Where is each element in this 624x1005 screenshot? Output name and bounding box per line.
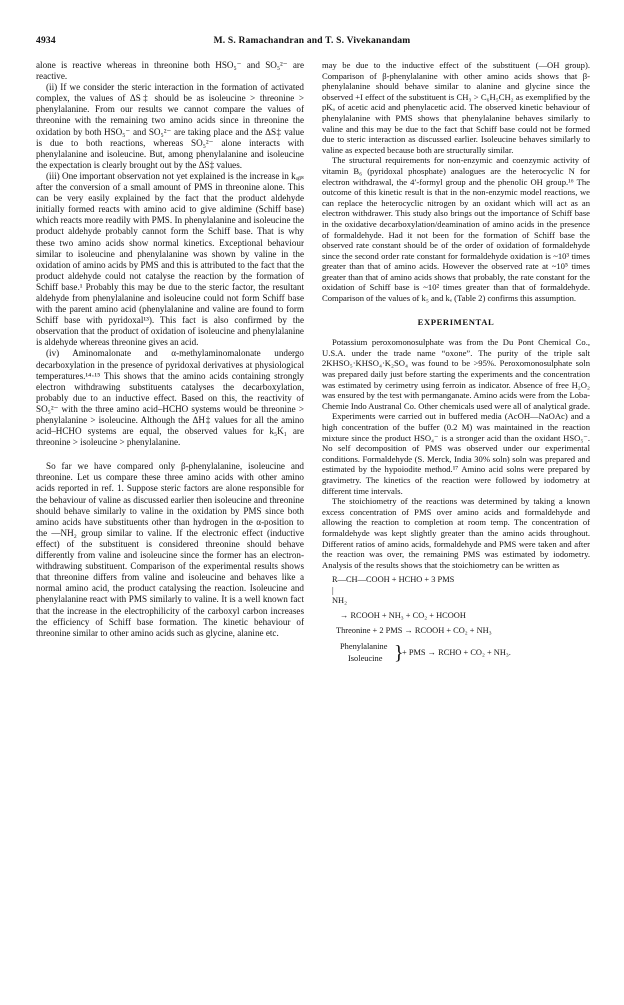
brace-icon: } — [394, 641, 404, 664]
page-number: 4934 — [36, 36, 56, 46]
equation-2-threonine: Threonine + 2 PMS → RCOOH + CO₂ + NH₃ — [336, 626, 492, 636]
equation-3 — [340, 642, 590, 666]
page-header — [36, 36, 588, 50]
stoichiometry-equations — [322, 575, 590, 666]
paragraph: Potassium peroxomonosulphate was from the Du Pont Chemical Co., U.S.A. under the trade name “oxone”. The purity of the triple salt 2KHSO₅·KHSO₄·K₂SO₄ was found to be >95%. Peroxomonosulphate soln was prepared daily just before starting the experiments and the concentration was estimated by cerimetry using ferroin as indicator. Absence of free H₂O₂ was ensured by the test with permanganate. Amino acids were from the Loba-Chemie Indo Austranal Co. Other chemicals used were all of analytical grade. — [322, 337, 590, 411]
equation-1-bond: | — [332, 585, 334, 595]
paragraph: (ii) If we consider the steric interaction in the formation of activated complex, the values of ΔS‡ should be as isoleucine > threonine > phenylalanine. From our results we cannot compare the values of threonine with the remaining two amino acids since in threonine the oxidation by both HSO₅⁻ and SO₅²⁻ are taking place and the ΔS‡ value is due to both reactions, whereas SO₅²⁻ alone interacts with phenylalanine and isoleucine. But, among phenylalanine and isoleucine the expectation is clearly brought out by the ΔS‡ values. — [36, 82, 304, 170]
equation-1-reactants: R—CH—COOH + HCHO + 3 PMS — [332, 575, 455, 585]
equation-3-products: + PMS → RCHO + CO₂ + NH₃. — [402, 647, 511, 657]
paragraph: So far we have compared only β-phenylalanine, isoleucine and threonine. Let us compare these three amino acids with other amino acids reported in ref. 1. Suppose steric factors are alone responsible for the behaviour of valine as discussed earlier then isoleucine and threonine should behave similarly to valine in the oxidation by PMS since both amino acids have substituents other than hydrogen in the α-position to the —NH₂ group similar to valine. If the electronic effect (inductive effect) of the substituent is considered threonine should behave differently from valine and isoleucine since the former has an electron-withdrawing substituent. Comparison of the experimental results shows that threonine differs from valine and isoleucine and behaves like a normal amino acid, the product catalysing the reaction. Isoleucine and phenylalanine react with PMS similarly to valine. It is a well known fact that the increase in the electrophilicity of the carboxyl carbon increases the efficiency of Schiff base formation. The kinetic behaviour of threonine similar to other amino acids such as glycine, alanine etc. — [36, 461, 304, 638]
paragraph: The structural requirements for non-enzymic and coenzymic activity of vitamin B₆ (pyridoxal phosphate) analogues are the heterocyclic N for electron withdrawal, the 4′-formyl group and the phenolic OH group.¹⁶ The outcome of this kinetic result is that in the non-enzymic model reactions, we can replace the heterocyclic nitrogen by an oxidant which will act as an electron withdrawer. This study also brings out the importance of Schiff base in the oxidative decarboxylation/deamination of amino acids in the presence of formaldehyde. Had it not been for the formation of Schiff base the observed rate constant should be of the order of oxidation of formaldehyde since the second order rate constant for formaldehyde oxidation is ~10³ times greater than that of amino acids. However the observed rate at ~10⁵ times greater than that of amino acids shows that probably, the rate constant for the oxidation of Schiff base is ~10² times greater than that of formaldehyde. Comparison of the values of k₅ and kₑ (Table 2) confirms this assumption. — [322, 155, 590, 304]
running-authors: M. S. Ramachandran and T. S. Vivekanandam — [213, 36, 411, 46]
equation-3-isoleucine: Isoleucine — [348, 653, 383, 663]
paragraph: alone is reactive whereas in threonine both HSO₅⁻ and SO₅²⁻ are reactive. — [36, 60, 304, 82]
equation-1-amine: NH₂ — [332, 596, 348, 606]
paragraph: Experiments were carried out in buffered media (AcOH—NaOAc) and a high concentration of the buffer (0.2 M) was maintained in the reaction mixture since the product HSO₄⁻ is a stronger acid than the oxidant HSO₅⁻. No self decomposition of PMS was observed under our experimental conditions. Formaldehyde (S. Merck, India 30% soln) soln was prepared and estimated by the hypoiodite method.¹⁷ Amino acid solns were prepared by gravimetry. The kinetics of the reaction were followed by iodometry at different time intervals. — [322, 411, 590, 496]
left-column — [36, 60, 304, 639]
equation-3-phenylalanine: Phenylalanine — [340, 641, 388, 651]
paragraph: The stoichiometry of the reactions was determined by taking a known excess concentration of PMS over amino acids and formaldehyde and allowing the reaction to completion at room temp. The concentration of formaldehyde was kept slightly greater than the amino acids throughout. Different ratios of amino acids, formaldehyde and PMS were taken and after the reaction was over, the remaining PMS was estimated by iodometry. Analysis of the results shows that the stoichiometry can be written as — [322, 496, 590, 570]
paragraph: (iv) Aminomalonate and α-methylaminomalonate undergo decarboxylation in the presence of pyridoxal derivatives at physiological temperatures.¹⁴·¹⁵ This shows that the amino acids containing strongly electron withdrawing substituents catalyses the decarboxylation, probably due to an inductive effect. Based on this, the reactivity of SO₅²⁻ with the three amino acid–HCHO systems would be threonine > phenylalanine > isoleucine. Although the ΔH‡ values for all the amino acid–HCHO systems are equal, the observed values for k₅K₁ are threonine > isoleucine > phenylalanine. — [36, 348, 304, 448]
section-heading-experimental: EXPERIMENTAL — [417, 316, 495, 327]
equation-1-products: → RCOOH + NH₃ + CO₂ + HCOOH — [340, 610, 466, 620]
paragraph: (iii) One important observation not yet explained is the increase in kₒᵦₛ after the conversion of a small amount of PMS in threonine alone. This can be very easily explained by the fact that the product aldehyde initially formed reacts with amino acid to give aldimine (Schiff base) which reacts more readily with PMS. In phenylalanine and isoleucine the product aldehyde probably cannot form the Schiff base. That is why these two amino acids show normal kinetics. Exceptional behaviour similar to isoleucine and phenylalanine was shown by valine in the oxidation of amino acids by PMS and this is attributed to the fact that the product aldehyde could not catalyse the reaction by the formation of Schiff base.¹ Probably this may be due to the steric factor, the resultant aldehyde from phenylalanine and isoleucine could not form Schiff base with the parent amino acid (phenylalanine and valine are found to form Schiff base with pyridoxal¹³). This fact is also confirmed by the observation that the product of oxidation of isoleucine and phenylalanine is aldehyde whereas threonine gives an acid. — [36, 170, 304, 348]
paragraph: may be due to the inductive effect of the substituent (—OH group). Comparison of β-phenylalanine with other amino acids shows that β-phenylalanine should behave similar to alanine and glycine since the observed +I effect of the substituent is CH₃ > C₆H₅CH₂ as exemplified by the pKₐ of acetic acid and phenylacetic acid. The observed kinetic behaviour of phenylalanine with PMS shows that phenylalanine behaves similarly to valine and this may be due to the fact that Schiff base could not be formed due to steric interaction as discussed earlier. Isoleucine behaves similarly to valine as expected because both are structurally similar. — [322, 60, 590, 155]
right-column — [322, 60, 590, 666]
